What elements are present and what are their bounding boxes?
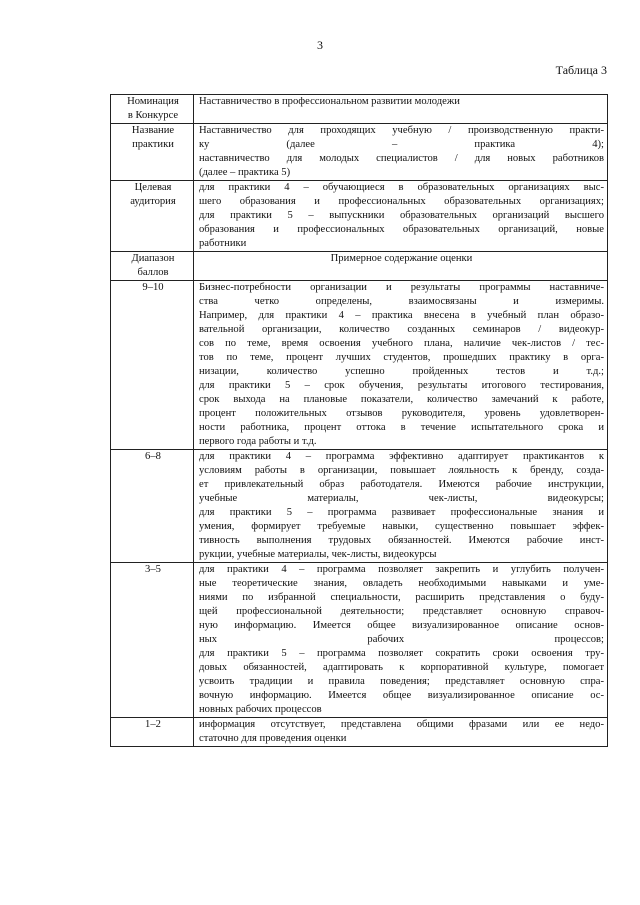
row-content-line: для практики 4 – программа эффективно адаптирует практикантов к bbox=[199, 451, 604, 462]
row-content-line: срок выхода на плановые показатели, количество замечаний к работе, bbox=[199, 394, 604, 405]
row-content-line: для практики 5 – выпускники образовательных организаций высшего bbox=[199, 210, 604, 221]
row-content-line: ных рабочих процессов; bbox=[199, 634, 604, 645]
row-label-line: 3–5 bbox=[145, 564, 161, 575]
row-label-line: 1–2 bbox=[145, 719, 161, 730]
row-content-line: новных рабочих процессов bbox=[199, 704, 322, 715]
table-row bbox=[111, 95, 608, 124]
row-content-line: ниями по избранной специальности, расширить представления о буду- bbox=[199, 592, 604, 603]
row-content-cell bbox=[194, 181, 608, 252]
row-label-line: Целевая bbox=[134, 182, 172, 193]
row-label-line: практики bbox=[132, 139, 174, 150]
row-label-cell bbox=[111, 450, 194, 563]
row-content-line: умения, формирует требуемые навыки, существенно повышает эффек- bbox=[199, 521, 604, 532]
row-content-line: Например, для практики 4 – практика внесена в учебный план образо- bbox=[199, 310, 604, 321]
table-row bbox=[111, 252, 608, 281]
row-content-line: для практики 5 – срок обучения, результаты итогового тестирования, bbox=[199, 380, 604, 391]
table-row bbox=[111, 124, 608, 181]
table-row bbox=[111, 281, 608, 450]
row-label-line: Номинация bbox=[127, 96, 179, 107]
row-content-line: учебные материалы, чек-листы, видеокурсы; bbox=[199, 493, 604, 504]
page-number: 3 bbox=[317, 38, 323, 52]
row-label-cell bbox=[111, 124, 194, 181]
row-content-line: довых обязанностей, адаптировать к корпоративной культуре, помогает bbox=[199, 662, 604, 673]
row-label-line: 9–10 bbox=[142, 282, 164, 293]
row-content-line: наставничество для молодых специалистов / для новых работников bbox=[199, 153, 604, 164]
row-label-line: в Конкурсе bbox=[127, 110, 179, 121]
row-content-line: (далее – практика 5) bbox=[199, 167, 291, 178]
row-content-line: условиям работы в организации, повышает лояльность к бренду, созда- bbox=[199, 465, 604, 476]
row-content-line: процент положительных отзывов руководителя, уровень удовлетворен- bbox=[199, 408, 604, 419]
row-content-cell bbox=[194, 252, 608, 281]
row-content-line: щей профессиональной деятельности; представляет основную справоч- bbox=[199, 606, 604, 617]
row-content-line: информация отсутствует, представлена общими фразами или ее недо- bbox=[199, 719, 604, 730]
row-content-line: ства четко определены, взаимосвязаны и измеримы. bbox=[199, 296, 604, 307]
table-row bbox=[111, 181, 608, 252]
row-content-line: Примерное содержание оценки bbox=[330, 253, 473, 264]
row-label-cell bbox=[111, 563, 194, 718]
row-content-line: ные теоретические знания, овладеть необходимыми навыками и уме- bbox=[199, 578, 604, 589]
row-content-cell bbox=[194, 563, 608, 718]
row-content-cell bbox=[194, 95, 608, 124]
row-label-line: Название bbox=[131, 125, 175, 136]
row-content-line: ную информацию. Имеется общее визуализированное описание основ- bbox=[199, 620, 604, 631]
row-label-cell bbox=[111, 281, 194, 450]
row-label-line: аудитория bbox=[130, 196, 176, 207]
row-content-line: образования и профессиональных образовательных организаций, новые bbox=[199, 224, 604, 235]
row-content-line: для практики 4 – обучающиеся в образовательных организациях выс- bbox=[199, 182, 604, 193]
row-content-line: рукции, учебные материалы, чек-листы, видеокурсы bbox=[199, 549, 437, 560]
row-content-line: ности работника, процент оттока в течение испытательного срока и bbox=[199, 422, 604, 433]
row-content-line: шего образования и профессиональных образовательных организациях; bbox=[199, 196, 604, 207]
row-content-line: сов по теме, время освоения учебного плана, наличие чек-листов / тес- bbox=[199, 338, 604, 349]
row-label-cell bbox=[111, 95, 194, 124]
row-label-line: баллов bbox=[137, 267, 169, 278]
row-content-line: для практики 4 – программа позволяет закрепить и углубить получен- bbox=[199, 564, 604, 575]
table-row bbox=[111, 563, 608, 718]
row-content-line: Наставничество в профессиональном развитии молодежи bbox=[199, 96, 460, 107]
row-content-cell bbox=[194, 124, 608, 181]
row-label-cell bbox=[111, 718, 194, 747]
table-row bbox=[111, 450, 608, 563]
row-content-line: статочно для проведения оценки bbox=[199, 733, 347, 744]
row-content-line: для практики 5 – программа развивает профессиональные знания и bbox=[199, 507, 604, 518]
row-content-line: вательной организации, количество созданных семинаров / видеокур- bbox=[199, 324, 604, 335]
assessment-table bbox=[110, 94, 608, 747]
row-content-line: работники bbox=[199, 238, 247, 249]
row-content-line: ет привлекательный образ работодателя. Имеются рабочие инструкции, bbox=[199, 479, 604, 490]
row-content-line: ку (далее – практика 4); bbox=[199, 139, 604, 150]
row-content-cell bbox=[194, 281, 608, 450]
row-content-line: Наставничество для проходящих учебную / производственную практи- bbox=[199, 125, 604, 136]
row-content-cell bbox=[194, 718, 608, 747]
row-content-line: усвоить традиции и правила поведения; представляет основную спра- bbox=[199, 676, 604, 687]
row-content-line: низации, количество успешно пройденных тестов и т.д.; bbox=[199, 366, 604, 377]
row-content-line: для практики 5 – программа позволяет сократить сроки освоения тру- bbox=[199, 648, 604, 659]
table-body bbox=[111, 95, 608, 747]
row-content-line: Бизнес-потребности организации и результаты программы наставниче- bbox=[199, 282, 604, 293]
table-row bbox=[111, 718, 608, 747]
row-label-cell bbox=[111, 252, 194, 281]
row-label-cell bbox=[111, 181, 194, 252]
row-content-line: первого года работы и т.д. bbox=[199, 436, 317, 447]
row-content-line: тов по теме, процент лучших студентов, прошедших практику в орга- bbox=[199, 352, 604, 363]
row-content-line: тивность выполнения трудовых обязанностей. Имеются рабочие инст- bbox=[199, 535, 604, 546]
row-content-line: вочную информацию. Имеется общее визуализированное описание ос- bbox=[199, 690, 604, 701]
table-caption: Таблица 3 bbox=[555, 63, 607, 77]
row-content-cell bbox=[194, 450, 608, 563]
row-label-line: Диапазон bbox=[131, 253, 175, 264]
row-label-line: 6–8 bbox=[145, 451, 161, 462]
